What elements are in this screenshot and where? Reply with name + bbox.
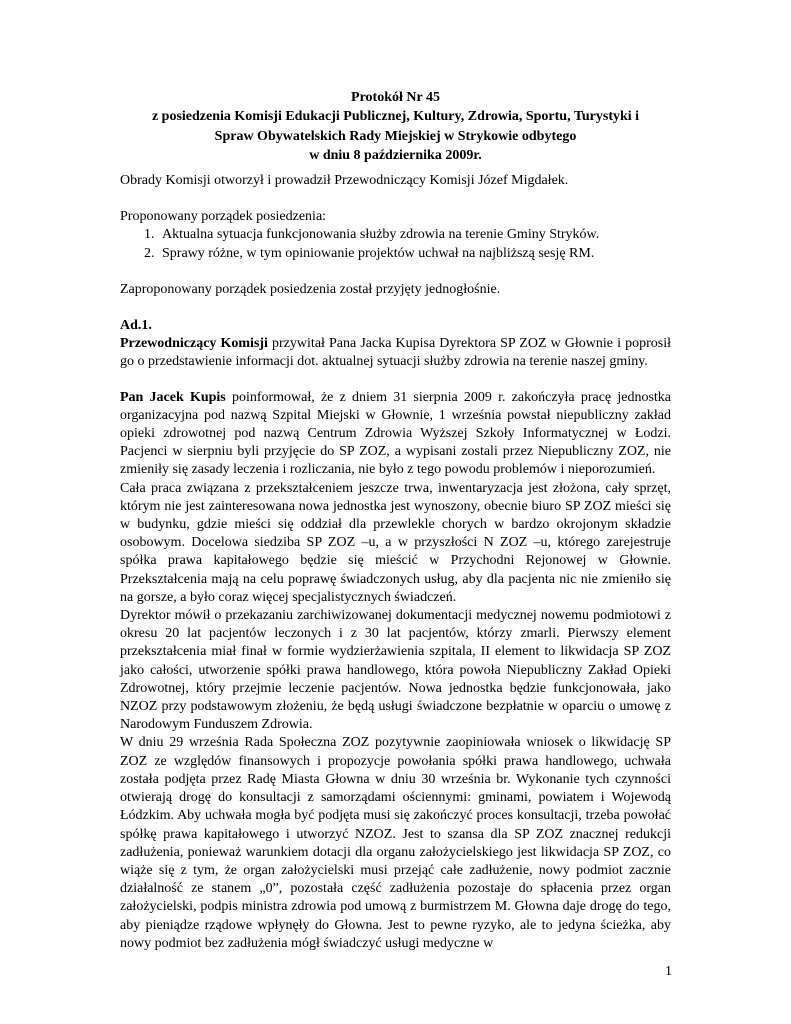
chair-name: Przewodniczący Komisji	[120, 336, 268, 352]
title-line-date: w dniu 8 października 2009r.	[309, 148, 482, 164]
agenda-list	[120, 226, 671, 262]
page-number: 1	[665, 964, 672, 979]
speaker-paragraph	[120, 389, 671, 480]
intro-paragraph: Obrady Komisji otworzył i prowadził Przewodniczący Komisji Józef Migdałek.	[120, 173, 569, 188]
agenda-item: 1. Aktualna sytuacja funkcjonowania służby zdrowia na terenie Gminy Stryków.	[158, 226, 671, 244]
chair-text: przywitał Pana Jacka Kupisa Dyrektora SP ZOZ w Głownie i poprosił go o przedstawienie informacji dot. aktualnej sytuacji służby zdrowia na terenie naszej gminy.	[120, 336, 671, 370]
title-line-council: Spraw Obywatelskich Rady Miejskiej w Strykowie odbytego	[214, 128, 577, 144]
document-title	[120, 88, 671, 166]
transformation-paragraph: Cała praca związana z przekształceniem jeszcze trwa, inwentaryzacja jest złożona, cały sprzęt, którym nie jest zainteresowana nowa jednostka jest wynoszony, obecnie biuro SP ZOZ mieści się w budynku, gdzie mieści się oddział dla przewlekle chorych w bardzo okrojonym składzie osobowym. Docelowa siedziba SP ZOZ –u, a w przyszłości N ZOZ –u, którego zarejestruje spółka prawa kapitałowego będzie się mieścić w Przychodni Rejonowej w Głownie. Przekształcenia mają na celu poprawę świadczonych usług, aby dla pacjenta nic nie zmieniło się na gorsze, a było coraz więcej specjalistycznych świadczeń.	[120, 480, 671, 605]
liquidation-paragraph: W dniu 29 września Rada Społeczna ZOZ pozytywnie zaopiniowała wniosek o likwidację SP ZOZ ze względów finansowych i propozycje powołania spółki prawa handlowego, uchwała została podjęta przez Radę Miasta Głowna w dniu 30 września br. Wykonanie tych czynności otwierają drogę do konsultacji z samorządami ościennymi: gminami, powiatem i Wojewodą Łódzkim. Aby uchwała mogła być podjęta musi się zakończyć proces konsultacji, trzeba powołać spółkę prawa kapitałowego i utworzyć NZOZ. Jest to szansa dla SP ZOZ znacznej redukcji zadłużenia, ponieważ warunkiem dotacji dla organu założycielskiego jest likwidacja SP ZOZ, co wiąże się z tym, że organ założycielski musi przejąć całe zadłużenie, nowy podmiot zacznie działalność ze stanem „0”, pozostała część zadłużenia pozostaje do spłacenia przez organ założycielski, podpis ministra zdrowia pod umową z burmistrzem M. Głowna daje drogę do tego, aby pieniądze rządowe wpłynęły do Głowna. Jest to pewne ryzyko, ale to jedyna ścieżka, aby nowy podmiot bez zadłużenia mógł świadczyć usługi medyczne w	[120, 735, 671, 951]
director-paragraph: Dyrektor mówił o przekazaniu zarchiwizowanej dokumentacji medycznej nowemu podmiotowi z okresu 20 lat pacjentów leczonych i z 30 lat pacjentów, którzy zmarli. Pierwszy element przekształcenia miał finał w formie wydzierżawienia szpitala, II element to likwidacja SP ZOZ jako całości, utworzenie spółki prawa handlowego, która powoła Niepubliczny Zakład Opieki Zdrowotnej, który przejmie leczenie pacjentów. Nowa jednostka będzie funkcjonowała, jako NZOZ przy podstawowym złożeniu, że będą usługi świadczone bezpłatnie w oparciu o umowę z Narodowym Funduszem Zdrowia.	[120, 608, 671, 733]
ad1-heading: Ad.1.	[120, 318, 152, 334]
agenda-adopted-paragraph: Zaproponowany porządek posiedzenia został przyjęty jednogłośnie.	[120, 281, 501, 297]
title-line-commission: z posiedzenia Komisji Edukacji Publicznej, Kultury, Zdrowia, Sportu, Turystyki i	[151, 109, 640, 125]
speaker-name: Pan Jacek Kupis	[120, 389, 226, 405]
agenda-item: 2. Sprawy różne, w tym opiniowanie projektów uchwał na najbliższą sesję RM.	[158, 245, 671, 263]
speaker-text: poinformował, że z dniem 31 sierpnia 2009 r. zakończyła pracę jednostka organizacyjna pod nazwą Szpital Miejski w Głownie, 1 września powstał niepubliczny zakład opieki zdrowotnej pod nazwą Centrum Zdrowia Wyższej Szkoły Informatycznej w Łodzi. Pacjenci w sierpniu byli przyjęcie do SP ZOZ, a wypisani zostali przez Niepubliczny ZOZ, nie zmieniły się zasady leczenia i rozliczania, nie było z tego powodu problemów i nieporozumień.	[120, 389, 671, 478]
document-body	[120, 172, 671, 953]
protocol-number: Protokół Nr 45	[351, 90, 440, 105]
chair-paragraph	[120, 335, 671, 371]
agenda-heading: Proponowany porządek posiedzenia:	[120, 209, 327, 225]
